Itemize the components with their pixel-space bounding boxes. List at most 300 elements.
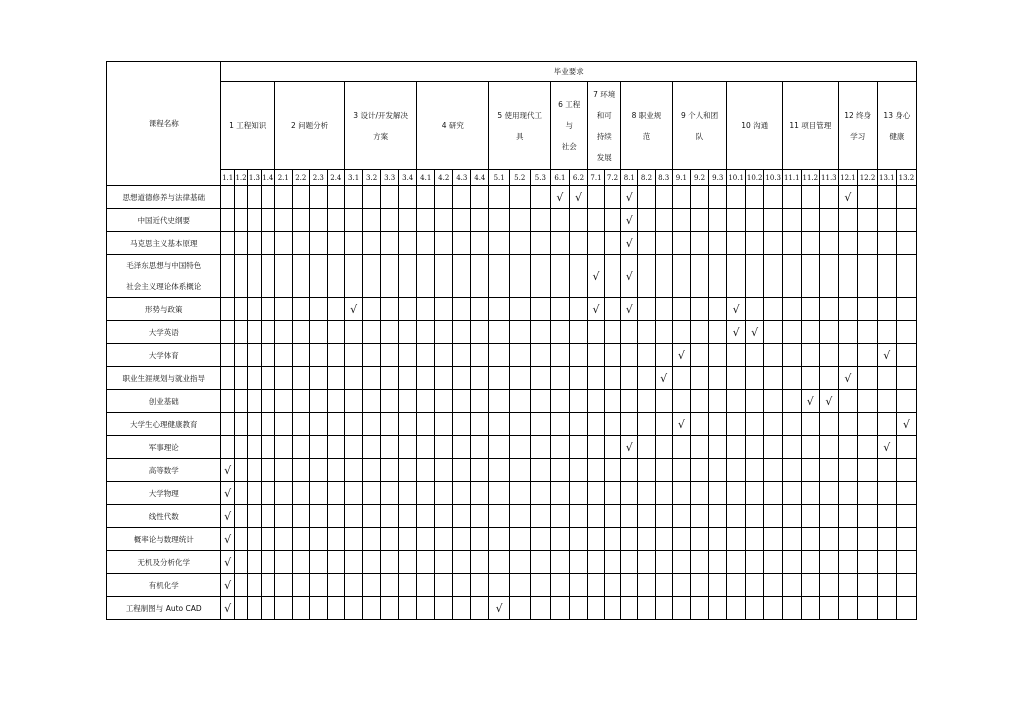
empty-cell (234, 505, 247, 528)
requirement-subitem-header: 3.4 (399, 170, 417, 186)
empty-cell (509, 186, 530, 209)
course-name-cell: 军事理论 (107, 436, 221, 459)
empty-cell (292, 367, 310, 390)
empty-cell (709, 436, 727, 459)
empty-cell (588, 505, 604, 528)
course-name-cell: 高等数学 (107, 459, 221, 482)
empty-cell (588, 528, 604, 551)
empty-cell (569, 436, 588, 459)
empty-cell (820, 413, 839, 436)
empty-cell (261, 528, 274, 551)
course-name-cell: 工程制图与 Auto CAD (107, 597, 221, 620)
empty-cell (530, 459, 551, 482)
empty-cell (453, 436, 471, 459)
check-mark-cell: √ (621, 209, 638, 232)
empty-cell (275, 367, 293, 390)
empty-cell (363, 367, 381, 390)
empty-cell (896, 505, 916, 528)
empty-cell (782, 209, 801, 232)
empty-cell (381, 232, 399, 255)
empty-cell (363, 597, 381, 620)
empty-cell (345, 209, 363, 232)
empty-cell (275, 390, 293, 413)
empty-cell (764, 459, 783, 482)
empty-cell (782, 298, 801, 321)
empty-cell (417, 232, 435, 255)
empty-cell (820, 209, 839, 232)
empty-cell (569, 367, 588, 390)
empty-cell (672, 232, 690, 255)
check-mark-cell: √ (877, 436, 896, 459)
empty-cell (745, 390, 764, 413)
empty-cell (530, 551, 551, 574)
empty-cell (782, 367, 801, 390)
empty-cell (551, 528, 570, 551)
empty-cell (489, 186, 510, 209)
empty-cell (530, 321, 551, 344)
empty-cell (782, 436, 801, 459)
empty-cell (234, 482, 247, 505)
requirement-subitem-header: 13.2 (896, 170, 916, 186)
empty-cell (709, 186, 727, 209)
empty-cell (275, 344, 293, 367)
empty-cell (399, 482, 417, 505)
empty-cell (838, 505, 858, 528)
empty-cell (709, 255, 727, 298)
empty-cell (261, 459, 274, 482)
empty-cell (530, 482, 551, 505)
empty-cell (820, 344, 839, 367)
empty-cell (764, 597, 783, 620)
empty-cell (453, 367, 471, 390)
empty-cell (745, 413, 764, 436)
empty-cell (248, 505, 261, 528)
empty-cell (896, 321, 916, 344)
course-name-cell: 无机及分析化学 (107, 551, 221, 574)
empty-cell (345, 413, 363, 436)
empty-cell (261, 574, 274, 597)
empty-cell (234, 321, 247, 344)
empty-cell (234, 574, 247, 597)
empty-cell (363, 528, 381, 551)
empty-cell (745, 367, 764, 390)
empty-cell (621, 505, 638, 528)
empty-cell (327, 255, 345, 298)
check-mark-cell: √ (221, 459, 234, 482)
empty-cell (453, 344, 471, 367)
empty-cell (489, 390, 510, 413)
empty-cell (435, 367, 453, 390)
course-row (107, 597, 917, 620)
course-row (107, 209, 917, 232)
empty-cell (551, 413, 570, 436)
empty-cell (417, 186, 435, 209)
requirement-subitem-header: 9.2 (690, 170, 708, 186)
empty-cell (292, 209, 310, 232)
check-mark-cell: √ (221, 482, 234, 505)
empty-cell (727, 367, 746, 390)
check-mark-cell: √ (621, 186, 638, 209)
course-name-cell: 创业基础 (107, 390, 221, 413)
empty-cell (877, 367, 896, 390)
empty-cell (672, 390, 690, 413)
empty-cell (509, 390, 530, 413)
empty-cell (471, 597, 489, 620)
empty-cell (471, 413, 489, 436)
empty-cell (782, 597, 801, 620)
empty-cell (604, 436, 620, 459)
check-mark-cell: √ (588, 255, 604, 298)
empty-cell (764, 321, 783, 344)
empty-cell (820, 597, 839, 620)
empty-cell (838, 390, 858, 413)
requirement-group-header: 9 个人和团 队 (672, 82, 727, 170)
empty-cell (471, 574, 489, 597)
empty-cell (604, 367, 620, 390)
empty-cell (509, 209, 530, 232)
empty-cell (727, 528, 746, 551)
empty-cell (604, 209, 620, 232)
empty-cell (509, 255, 530, 298)
empty-cell (727, 390, 746, 413)
empty-cell (727, 344, 746, 367)
empty-cell (672, 482, 690, 505)
empty-cell (858, 413, 878, 436)
empty-cell (745, 551, 764, 574)
empty-cell (221, 436, 234, 459)
empty-cell (471, 367, 489, 390)
empty-cell (509, 367, 530, 390)
empty-cell (261, 232, 274, 255)
empty-cell (655, 344, 672, 367)
empty-cell (345, 390, 363, 413)
empty-cell (896, 186, 916, 209)
check-mark-cell: √ (345, 298, 363, 321)
empty-cell (551, 255, 570, 298)
course-row (107, 482, 917, 505)
empty-cell (248, 209, 261, 232)
check-mark-cell: √ (551, 186, 570, 209)
empty-cell (310, 209, 328, 232)
empty-cell (858, 505, 878, 528)
empty-cell (489, 255, 510, 298)
empty-cell (363, 186, 381, 209)
empty-cell (690, 459, 708, 482)
empty-cell (489, 528, 510, 551)
empty-cell (782, 186, 801, 209)
requirement-subitem-header: 6.2 (569, 170, 588, 186)
empty-cell (399, 390, 417, 413)
empty-cell (310, 255, 328, 298)
empty-cell (292, 551, 310, 574)
empty-cell (838, 255, 858, 298)
empty-cell (275, 528, 293, 551)
requirement-subitem-header: 4.3 (453, 170, 471, 186)
empty-cell (489, 321, 510, 344)
empty-cell (709, 574, 727, 597)
empty-cell (621, 459, 638, 482)
requirement-subitem-header: 2.3 (310, 170, 328, 186)
course-row (107, 574, 917, 597)
empty-cell (435, 344, 453, 367)
empty-cell (745, 344, 764, 367)
empty-cell (310, 298, 328, 321)
empty-cell (345, 505, 363, 528)
empty-cell (221, 321, 234, 344)
empty-cell (345, 186, 363, 209)
empty-cell (327, 597, 345, 620)
empty-cell (569, 551, 588, 574)
course-row (107, 367, 917, 390)
empty-cell (275, 505, 293, 528)
check-mark-cell: √ (727, 298, 746, 321)
requirement-subitem-header: 4.2 (435, 170, 453, 186)
empty-cell (261, 482, 274, 505)
empty-cell (435, 574, 453, 597)
empty-cell (877, 390, 896, 413)
empty-cell (896, 574, 916, 597)
requirement-group-header: 5 使用现代工 具 (489, 82, 551, 170)
empty-cell (399, 367, 417, 390)
empty-cell (896, 344, 916, 367)
empty-cell (877, 459, 896, 482)
empty-cell (877, 232, 896, 255)
empty-cell (310, 459, 328, 482)
empty-cell (363, 413, 381, 436)
empty-cell (417, 436, 435, 459)
empty-cell (621, 390, 638, 413)
empty-cell (604, 255, 620, 298)
course-row (107, 186, 917, 209)
requirement-subitem-header: 10.1 (727, 170, 746, 186)
empty-cell (310, 505, 328, 528)
empty-cell (727, 597, 746, 620)
empty-cell (453, 482, 471, 505)
empty-cell (327, 321, 345, 344)
requirement-subitem-header: 10.3 (764, 170, 783, 186)
empty-cell (292, 528, 310, 551)
empty-cell (604, 505, 620, 528)
empty-cell (638, 574, 655, 597)
empty-cell (327, 436, 345, 459)
empty-cell (820, 255, 839, 298)
empty-cell (877, 413, 896, 436)
empty-cell (745, 505, 764, 528)
course-row (107, 436, 917, 459)
requirement-subitem-header: 1.1 (221, 170, 234, 186)
empty-cell (690, 255, 708, 298)
empty-cell (838, 344, 858, 367)
empty-cell (489, 344, 510, 367)
empty-cell (275, 482, 293, 505)
empty-cell (709, 344, 727, 367)
empty-cell (569, 298, 588, 321)
requirement-subitem-header: 5.3 (530, 170, 551, 186)
empty-cell (569, 321, 588, 344)
empty-cell (417, 255, 435, 298)
empty-cell (690, 367, 708, 390)
empty-cell (363, 344, 381, 367)
empty-cell (530, 390, 551, 413)
empty-cell (604, 186, 620, 209)
empty-cell (234, 344, 247, 367)
empty-cell (221, 255, 234, 298)
empty-cell (381, 413, 399, 436)
requirement-group-header: 2 问题分析 (275, 82, 345, 170)
empty-cell (399, 597, 417, 620)
empty-cell (569, 209, 588, 232)
empty-cell (672, 528, 690, 551)
empty-cell (345, 255, 363, 298)
empty-cell (399, 436, 417, 459)
empty-cell (261, 321, 274, 344)
empty-cell (363, 232, 381, 255)
empty-cell (275, 321, 293, 344)
empty-cell (655, 574, 672, 597)
empty-cell (248, 255, 261, 298)
empty-cell (588, 482, 604, 505)
empty-cell (727, 574, 746, 597)
empty-cell (727, 186, 746, 209)
check-mark-cell: √ (745, 321, 764, 344)
empty-cell (381, 321, 399, 344)
empty-cell (261, 367, 274, 390)
empty-cell (709, 597, 727, 620)
empty-cell (655, 413, 672, 436)
empty-cell (801, 298, 820, 321)
empty-cell (764, 505, 783, 528)
empty-cell (417, 505, 435, 528)
empty-cell (310, 367, 328, 390)
empty-cell (417, 551, 435, 574)
empty-cell (292, 482, 310, 505)
empty-cell (551, 232, 570, 255)
empty-cell (435, 505, 453, 528)
empty-cell (381, 482, 399, 505)
empty-cell (530, 436, 551, 459)
empty-cell (292, 390, 310, 413)
empty-cell (690, 551, 708, 574)
empty-cell (345, 597, 363, 620)
empty-cell (690, 597, 708, 620)
requirement-subitems-row (107, 170, 917, 186)
empty-cell (261, 436, 274, 459)
empty-cell (435, 551, 453, 574)
empty-cell (417, 390, 435, 413)
empty-cell (399, 321, 417, 344)
empty-cell (327, 482, 345, 505)
check-mark-cell: √ (820, 390, 839, 413)
check-mark-cell: √ (896, 413, 916, 436)
empty-cell (782, 482, 801, 505)
requirements-matrix-table (106, 61, 917, 620)
empty-cell (801, 186, 820, 209)
empty-cell (327, 413, 345, 436)
empty-cell (858, 551, 878, 574)
empty-cell (858, 255, 878, 298)
empty-cell (638, 390, 655, 413)
empty-cell (820, 367, 839, 390)
empty-cell (471, 232, 489, 255)
requirement-group-header: 1 工程知识 (221, 82, 275, 170)
empty-cell (638, 482, 655, 505)
empty-cell (672, 321, 690, 344)
empty-cell (877, 209, 896, 232)
empty-cell (530, 528, 551, 551)
empty-cell (858, 390, 878, 413)
empty-cell (551, 597, 570, 620)
empty-cell (399, 255, 417, 298)
empty-cell (453, 574, 471, 597)
empty-cell (858, 367, 878, 390)
empty-cell (782, 528, 801, 551)
empty-cell (896, 551, 916, 574)
empty-cell (530, 597, 551, 620)
empty-cell (638, 209, 655, 232)
empty-cell (820, 232, 839, 255)
empty-cell (345, 232, 363, 255)
empty-cell (292, 298, 310, 321)
empty-cell (838, 298, 858, 321)
check-mark-cell: √ (588, 298, 604, 321)
empty-cell (275, 597, 293, 620)
empty-cell (509, 597, 530, 620)
empty-cell (435, 390, 453, 413)
empty-cell (588, 186, 604, 209)
check-mark-cell: √ (621, 298, 638, 321)
course-name-cell: 线性代数 (107, 505, 221, 528)
empty-cell (727, 209, 746, 232)
empty-cell (275, 209, 293, 232)
empty-cell (569, 482, 588, 505)
empty-cell (345, 528, 363, 551)
check-mark-cell: √ (221, 597, 234, 620)
course-name-header: 课程名称 (107, 62, 221, 186)
empty-cell (345, 321, 363, 344)
empty-cell (621, 413, 638, 436)
empty-cell (530, 413, 551, 436)
check-mark-cell: √ (655, 367, 672, 390)
empty-cell (820, 436, 839, 459)
empty-cell (310, 321, 328, 344)
empty-cell (604, 390, 620, 413)
empty-cell (435, 528, 453, 551)
empty-cell (435, 209, 453, 232)
empty-cell (310, 186, 328, 209)
empty-cell (234, 209, 247, 232)
empty-cell (877, 255, 896, 298)
empty-cell (381, 505, 399, 528)
header-row-top (107, 62, 917, 82)
empty-cell (363, 574, 381, 597)
empty-cell (489, 413, 510, 436)
empty-cell (381, 574, 399, 597)
empty-cell (858, 186, 878, 209)
empty-cell (838, 482, 858, 505)
empty-cell (234, 597, 247, 620)
empty-cell (417, 459, 435, 482)
empty-cell (435, 597, 453, 620)
empty-cell (399, 186, 417, 209)
empty-cell (310, 551, 328, 574)
empty-cell (363, 390, 381, 413)
empty-cell (381, 186, 399, 209)
empty-cell (234, 367, 247, 390)
empty-cell (621, 367, 638, 390)
empty-cell (655, 459, 672, 482)
empty-cell (588, 321, 604, 344)
empty-cell (588, 551, 604, 574)
